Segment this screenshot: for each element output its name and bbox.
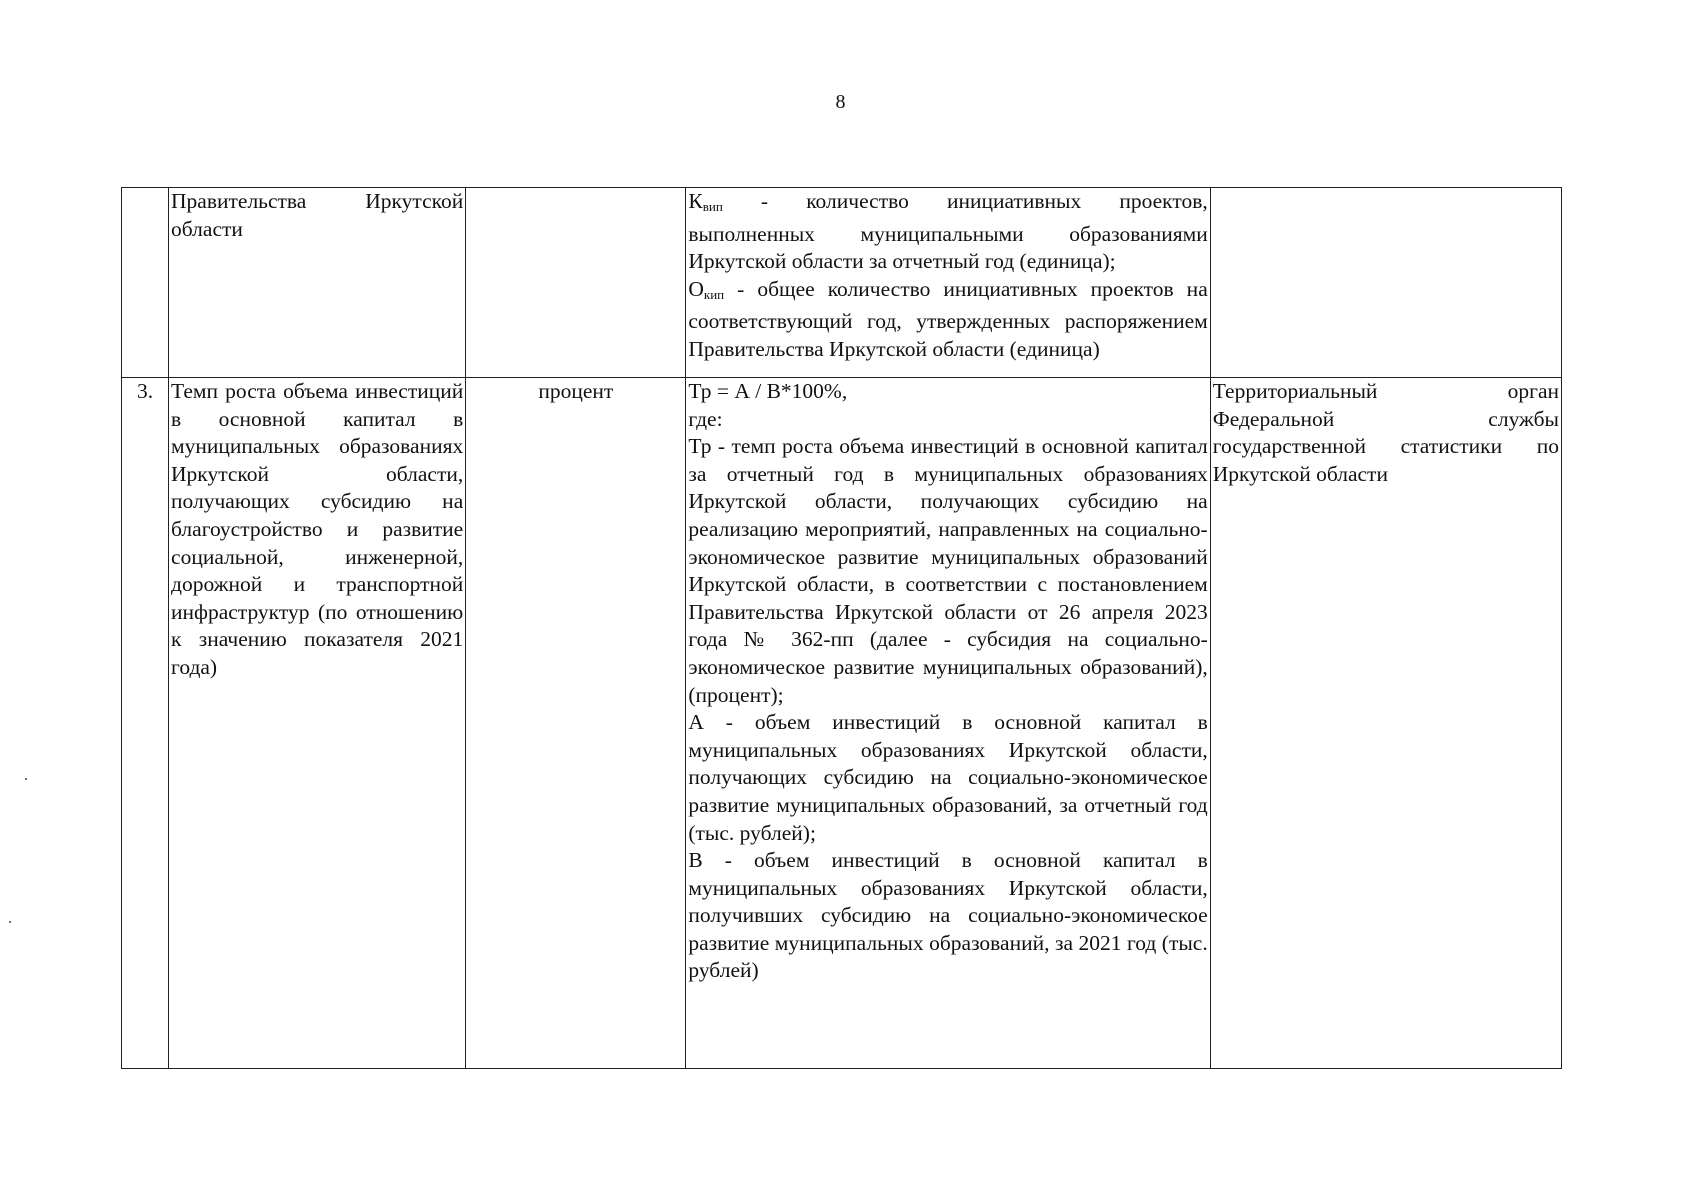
page-number: 8	[835, 91, 846, 113]
formula-cell	[686, 188, 1210, 378]
source-cell	[1210, 188, 1561, 378]
formula-cell	[686, 378, 1210, 1069]
unit-cell	[466, 188, 686, 378]
indicators-table	[121, 187, 1562, 1069]
variable-subscript: кип	[703, 286, 725, 302]
formula-expression: Тр = А / В*100%,	[688, 379, 848, 403]
formula-paragraph: В - объем инвестиций в основной капитал в муниципальных образованиях Иркутской области, получивших субсидию на социально-экономическое развитие муниципальных образований, за 2021 год (тыс. рублей)	[688, 848, 1208, 983]
indicator-name-cell: Правительства Иркутской области	[169, 188, 466, 378]
unit-cell: процент	[466, 378, 686, 1069]
formula-paragraph	[688, 188, 1207, 276]
scan-speck	[9, 921, 11, 923]
row-number-cell	[122, 188, 169, 378]
scan-speck	[25, 778, 27, 780]
row-number-cell: 3.	[122, 378, 169, 1069]
table-row	[122, 378, 1562, 1069]
variable-letter: О	[688, 276, 704, 301]
table-row	[122, 188, 1562, 378]
variable-subscript: вип	[702, 199, 723, 214]
indicator-name-cell: Темп роста объема инвестиций в основной капитал в муниципальных образованиях Иркутской области, получающих субсидию на благоустройство и развитие социальной, инженерной, дорожной и транспортной инфраструктур (по отношению к значению показателя 2021 года)	[169, 378, 466, 1069]
formula-paragraph	[688, 276, 1207, 364]
formula-paragraph: Тр - темп роста объема инвестиций в основной капитал за отчетный год в муниципальных образованиях Иркутской области, получающих субсидию на реализацию мероприятий, направленных на социально-экономическое развитие муниципальных образований Иркутской области, в соответствии с постановлением Правительства Иркутской области от 26 апреля 2023 года № 362-пп (далее - субсидия на социально-экономическое развитие муниципальных образований), (процент);	[688, 434, 1208, 707]
variable-letter: К	[688, 189, 703, 213]
variable-description: - количество инициативных проектов, выполненных муниципальными образованиями Иркутской области за отчетный год (единица);	[688, 189, 1208, 274]
formula-where: где:	[688, 406, 723, 431]
formula-paragraph: А - объем инвестиций в основной капитал в муниципальных образованиях Иркутской области, получающих субсидию на социально-экономическое развитие муниципальных образований, за отчетный год (тыс. рублей);	[688, 710, 1208, 845]
source-cell: Территориальный орган Федеральной службы государственной статистики по Иркутской области	[1210, 378, 1561, 1069]
variable-description: - общее количество инициативных проектов на соответствующий год, утвержденных распоряжением Правительства Иркутской области (единица)	[688, 276, 1208, 361]
